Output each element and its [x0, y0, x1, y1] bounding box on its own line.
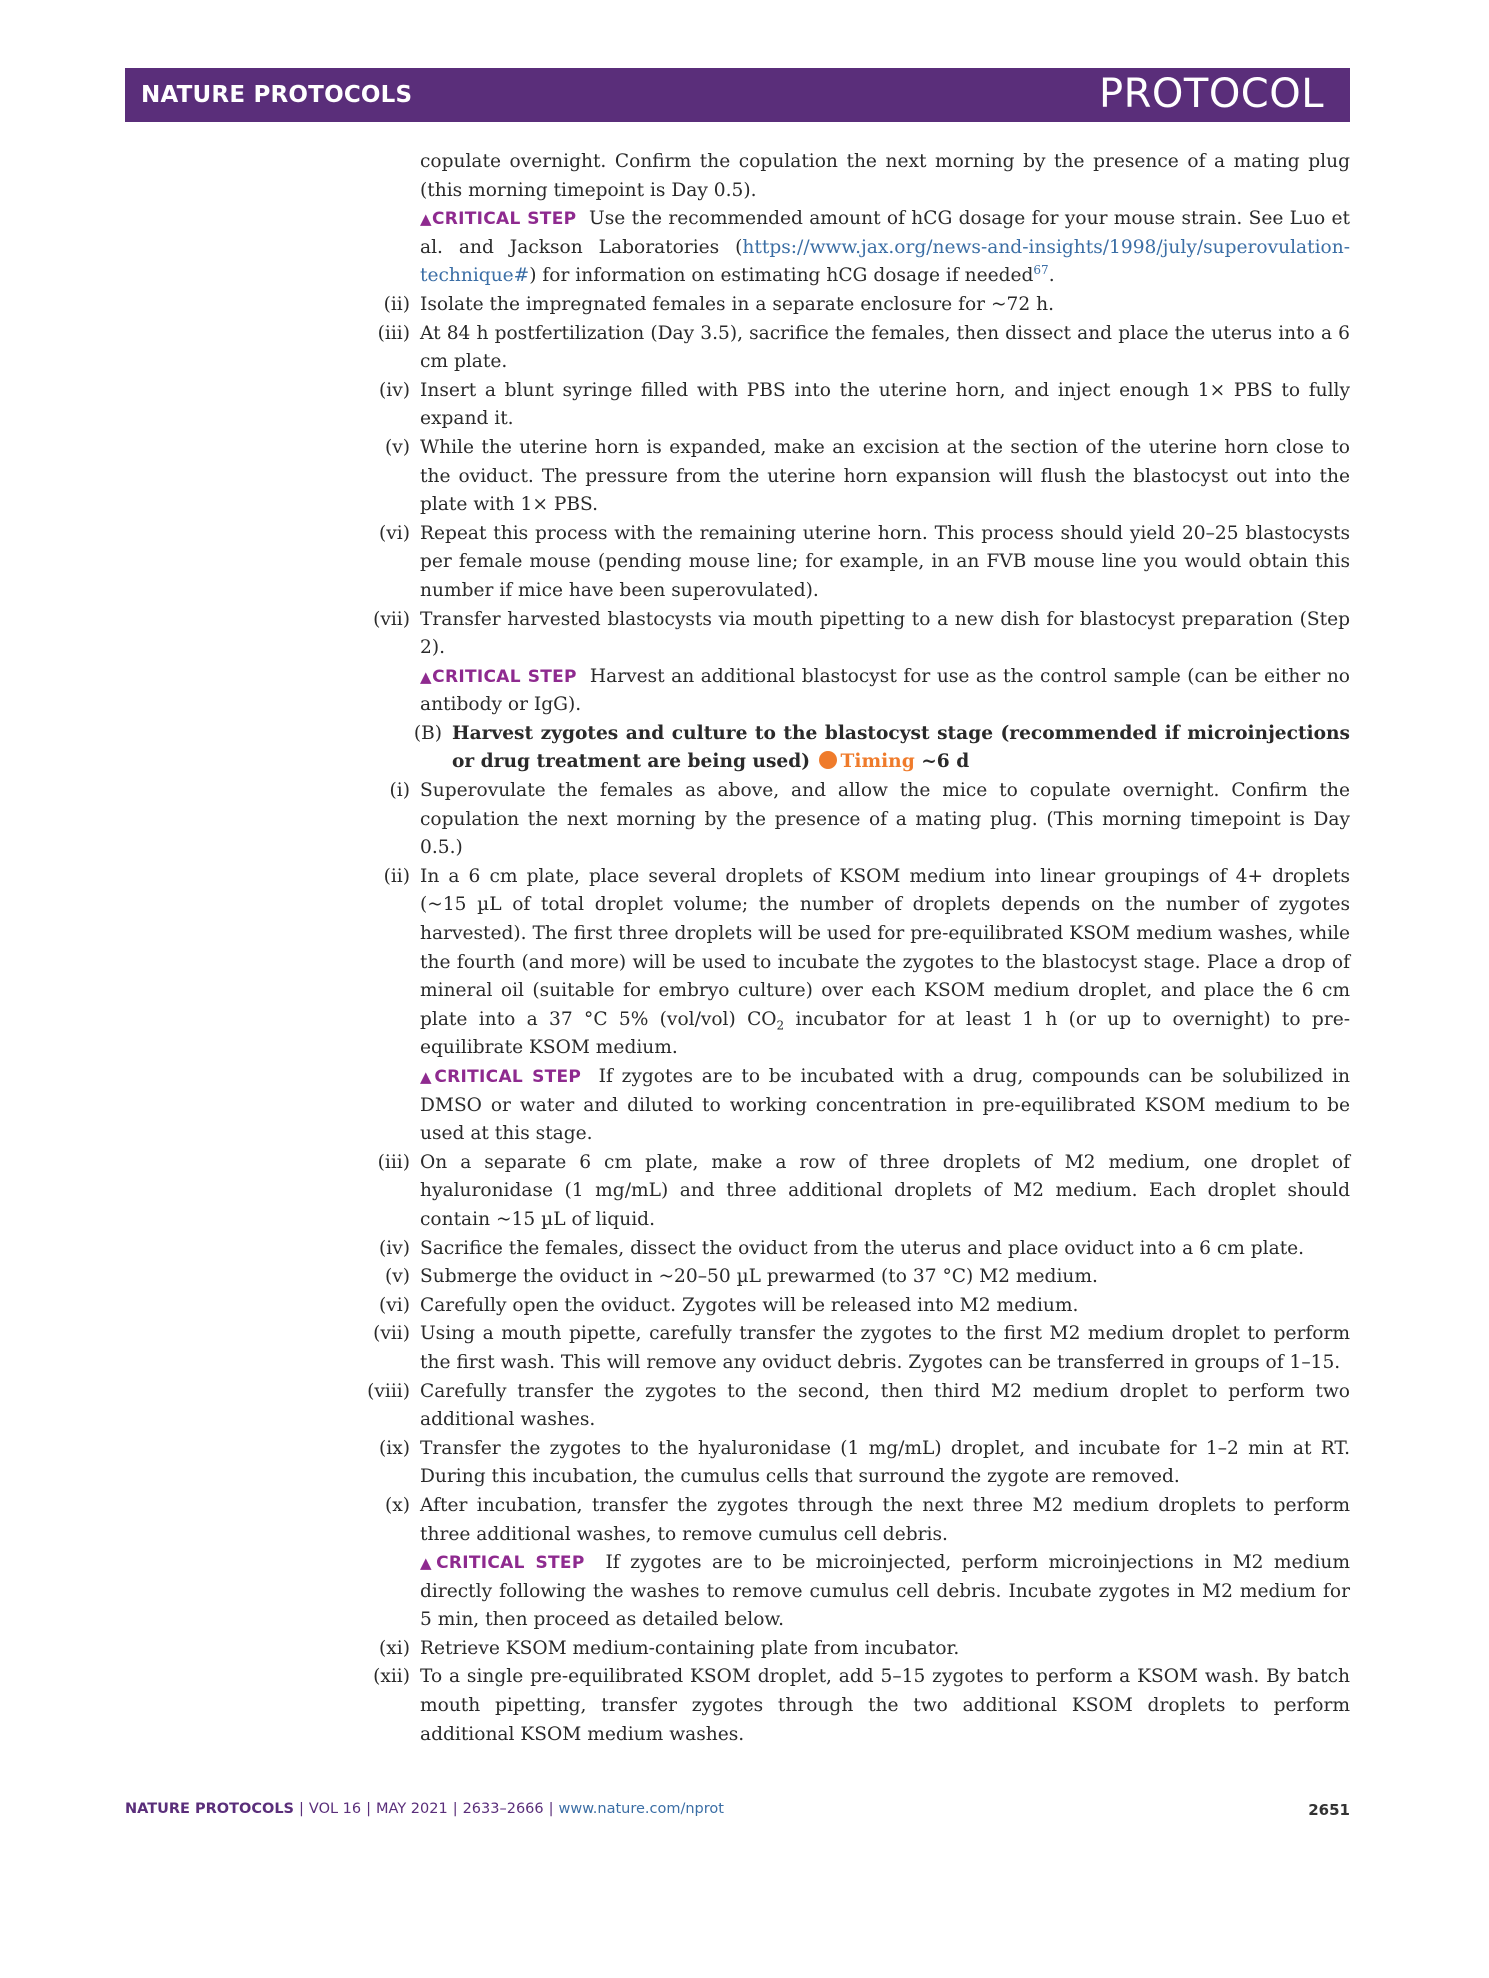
- critical-triangle-icon: ▲: [420, 667, 433, 686]
- part-a-step: [377, 320, 1350, 377]
- header-banner: [125, 68, 1350, 122]
- step-text: At 84 h postfertilization (Day 3.5), sacrifice the females, then dissect and place the uterus into a 6 cm plate.: [420, 322, 1350, 373]
- step-number: (iv): [379, 1237, 410, 1259]
- step-text: To a single pre-equilibrated KSOM droplet, add 5–15 zygotes to perform a KSOM wash. By batch mouth pipetting, transfer zygotes through the two additional KSOM droplets to perform additional KSOM medium washes.: [420, 1666, 1350, 1745]
- timing-icon: [819, 751, 837, 769]
- step-number: (vi): [379, 1294, 410, 1316]
- part-b-step: [385, 1492, 1350, 1549]
- jax-link[interactable]: https://www.jax.org/news-and-insights/1998/july/superovulation-technique#: [420, 236, 1350, 287]
- timing-value: ~6 d: [921, 751, 970, 773]
- step-text: Sacrifice the females, dissect the oviduct from the uterus and place oviduct into a 6 cm plate.: [420, 1237, 1305, 1259]
- step-a-i-continuation: copulate overnight. Confirm the copulation the next morning by the presence of a mating plug (this morning timepoint is Day 0.5).: [420, 151, 1350, 201]
- step-text: Carefully open the oviduct. Zygotes will be released into M2 medium.: [420, 1294, 1079, 1316]
- footer-journal: NATURE PROTOCOLS: [125, 1801, 295, 1817]
- step-number: (vii): [373, 608, 410, 630]
- journal-name: NATURE PROTOCOLS: [141, 82, 413, 108]
- part-a-step: [384, 434, 1350, 520]
- critical-step-1: ▲CRITICAL STEP Use the recommended amount of hCG dosage for your mouse strain. See Luo et al. and Jackson Laboratories (https://www.jax.org/news-and-insights/1998/july/superovulation-technique#) for information on estimating hCG dosage if needed$^{67}$.: [420, 208, 1350, 287]
- step-text: After incubation, transfer the zygotes through the next three M2 medium droplets to perform three additional washes, to remove cumulus cell debris.: [420, 1494, 1350, 1545]
- page-number: 2651: [1308, 1801, 1350, 1819]
- step-text: Using a mouth pipette, carefully transfer the zygotes to the first M2 medium droplet to perform the first wash. This will remove any oviduct debris. Zygotes can be transferred in groups of 1–15.: [420, 1323, 1350, 1373]
- step-number: (vi): [379, 522, 410, 544]
- footer-pages: 2633–2666: [462, 1801, 544, 1817]
- step-text: Repeat this process with the remaining uterine horn. This process should yield 20–25 blastocysts per female mouse (pending mouse line; for example, in an FVB mouse line you would obtain this number if mice have been superovulated).: [420, 522, 1350, 601]
- part-b-step: [379, 1435, 1350, 1492]
- step-b-i: (i) Superovulate the females as above, and allow the mice to copulate overnight. Confirm the copulation the next morning by the presence of a mating plug. (This morning timepoint is Day 0.5.): [389, 780, 1350, 859]
- step-number: (viii): [367, 1380, 410, 1402]
- critical-step-2: ▲CRITICAL STEP Harvest an additional blastocyst for use as the control sample (can be either no antibody or IgG).: [420, 665, 1350, 716]
- step-text: Insert a blunt syringe filled with PBS into the uterine horn, and inject enough 1× PBS to fully expand it.: [420, 379, 1350, 430]
- step-number: (v): [384, 436, 410, 458]
- critical-triangle-icon: ▲: [420, 1068, 435, 1086]
- step-text: Isolate the impregnated females in a separate enclosure for ~72 h.: [420, 293, 1054, 315]
- step-number: (iii): [377, 1151, 410, 1173]
- critical-triangle-icon: ▲: [420, 210, 432, 229]
- part-a-step: [379, 520, 1350, 606]
- step-number: (xii): [373, 1666, 410, 1688]
- part-a-step: [383, 291, 1350, 320]
- part-b-step: [373, 1663, 1350, 1749]
- part-b-step: [379, 1292, 1350, 1321]
- section-label: PROTOCOL: [1098, 71, 1324, 117]
- part-b-step: [379, 1635, 1350, 1664]
- part-b-step: [367, 1378, 1350, 1435]
- main-content: [367, 148, 1350, 1749]
- step-text: Carefully transfer the zygotes to the second, then third M2 medium droplet to perform two additional washes.: [420, 1380, 1350, 1431]
- step-text: Transfer the zygotes to the hyaluronidase (1 mg/mL) droplet, and incubate for 1–2 min at RT. During this incubation, the cumulus cells that surround the zygote are removed.: [420, 1437, 1350, 1488]
- footer-volume: VOL 16: [308, 1801, 362, 1817]
- critical-label: CRITICAL STEP: [436, 1553, 585, 1574]
- critical-step-4: ▲CRITICAL STEP If zygotes are to be microinjected, perform microinjections in M2 medium directly following the washes to remove cumulus cell debris. Incubate zygotes in M2 medium for 5 min, then proceed as detailed below.: [420, 1552, 1350, 1631]
- step-text: On a separate 6 cm plate, make a row of three droplets of M2 medium, one droplet of hyaluronidase (1 mg/mL) and three additional droplets of M2 medium. Each droplet should contain ~15 µL of liquid.: [420, 1151, 1350, 1230]
- part-b-step: [377, 1149, 1350, 1235]
- footer-url[interactable]: www.nature.com/nprot: [558, 1801, 724, 1817]
- part-b-step: [384, 1263, 1350, 1292]
- step-number: (ix): [379, 1437, 410, 1459]
- step-number: (ii): [383, 293, 410, 315]
- critical-label: CRITICAL STEP: [432, 666, 577, 687]
- critical-label: CRITICAL STEP: [434, 1067, 582, 1087]
- step-number: (iv): [379, 379, 410, 401]
- timing-label: Timing: [840, 751, 915, 773]
- step-number: (xi): [379, 1637, 410, 1659]
- step-number: (x): [385, 1494, 410, 1516]
- step-number: (v): [384, 1266, 410, 1288]
- part-a-step: [379, 377, 1350, 434]
- step-number: (vii): [373, 1323, 410, 1345]
- step-text: Transfer harvested blastocysts via mouth pipetting to a new dish for blastocyst preparation (Step 2).: [420, 608, 1350, 659]
- footer-date: MAY 2021: [376, 1801, 448, 1817]
- step-number: (iii): [377, 322, 410, 344]
- reference-67[interactable]: 67: [1033, 263, 1049, 278]
- part-b-heading: (B) Harvest zygotes and culture to the blastocyst stage (recommended if microinjections or drug treatment are being used) Timing ~6 d: [413, 722, 1350, 773]
- step-text: While the uterine horn is expanded, make an excision at the section of the uterine horn close to the oviduct. The pressure from the uterine horn expansion will flush the blastocyst out into the plate with 1× PBS.: [420, 436, 1350, 516]
- step-text: Submerge the oviduct in ~20–50 µL prewarmed (to 37 °C) M2 medium.: [420, 1266, 1098, 1288]
- part-a-step: [373, 606, 1350, 663]
- critical-triangle-icon: ▲: [420, 1554, 437, 1573]
- part-b-step: [379, 1235, 1350, 1264]
- step-text: Retrieve KSOM medium-containing plate from incubator.: [420, 1637, 960, 1659]
- page-footer: NATURE PROTOCOLS | VOL 16 | MAY 2021 | 2633–2666 | www.nature.com/nprot 2651: [125, 1801, 1350, 1819]
- part-b-step: [373, 1320, 1350, 1377]
- critical-label: CRITICAL STEP: [431, 209, 577, 230]
- step-b-ii: (ii) In a 6 cm plate, place several droplets of KSOM medium into linear groupings of 4+ droplets (~15 µL of total droplet volume; the number of droplets depends on the number of zygotes harvested). The first three droplets will be used for pre-equilibrated KSOM medium washes, while the fourth (and more) will be used to incubate the zygotes to the blastocyst stage. Place a drop of mineral oil (suitable for embryo culture) over each KSOM medium droplet, and place the 6 cm plate into a 37 °C 5% (vol/vol) $CO_2$ incubator for at least 1 h (or up to overnight) to pre-equilibrate KSOM medium.: [383, 865, 1350, 1059]
- critical-step-3: ▲CRITICAL STEP If zygotes are to be incubated with a drug, compounds can be solubilized in DMSO or water and diluted to working concentration in pre-equilibrated KSOM medium to be used at this stage.: [420, 1066, 1350, 1145]
